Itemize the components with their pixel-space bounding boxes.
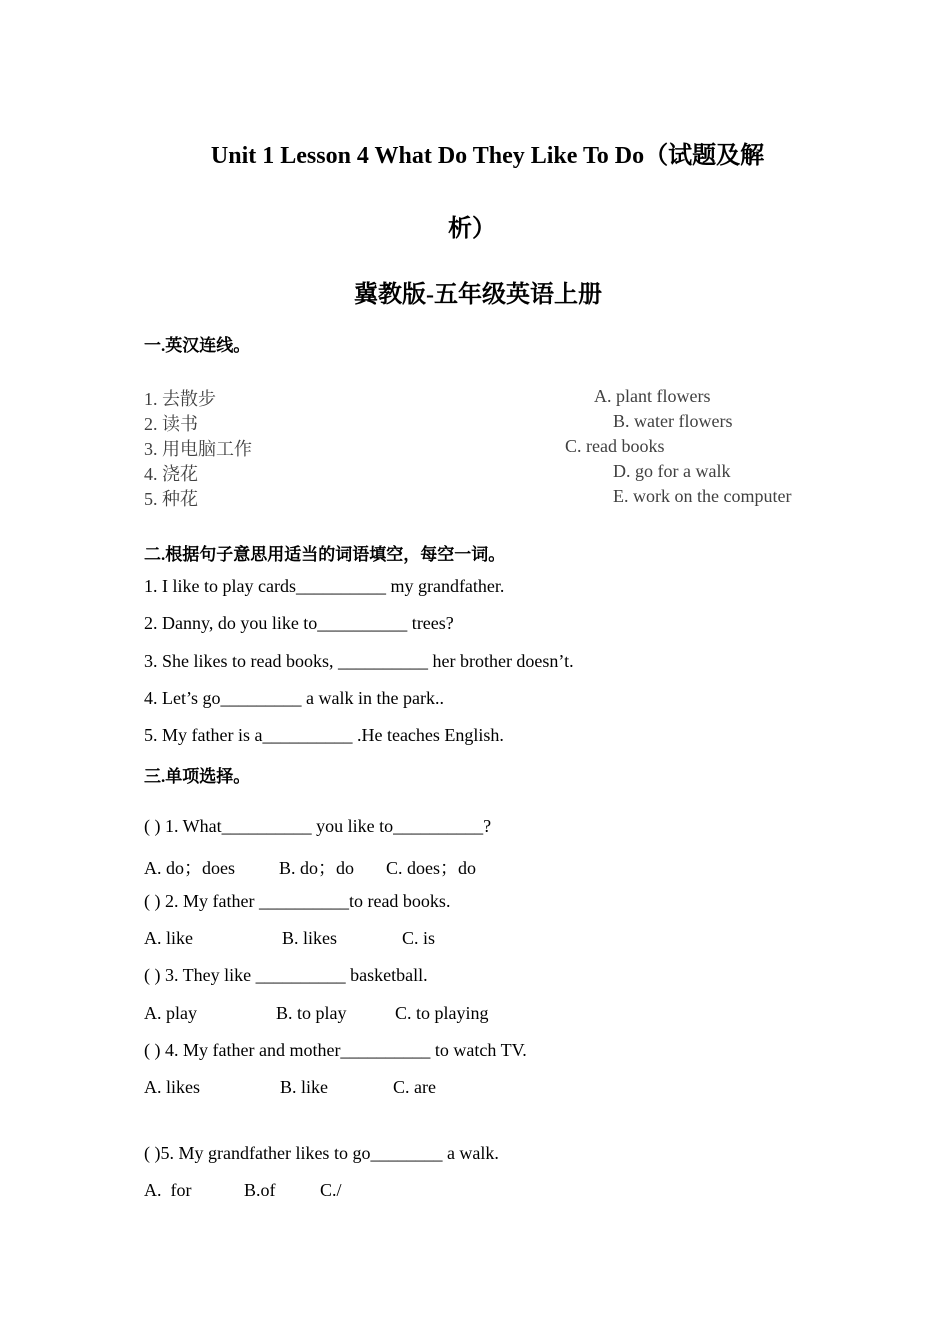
option: A. for — [144, 1180, 192, 1200]
page-title-line2: 析） — [448, 216, 496, 242]
fill-blank-item: 2. Danny, do you like to__________ trees? — [144, 613, 454, 633]
match-right-item: D. go for a walk — [613, 461, 731, 481]
match-right-item: C. read books — [565, 436, 665, 456]
section2-heading: 二.根据句子意思用适当的词语填空，每空一词。 — [144, 545, 506, 564]
match-left-item: 5. 种花 — [144, 489, 198, 509]
section1-heading: 一.英汉连线。 — [144, 336, 251, 355]
option: C. to playing — [395, 1003, 489, 1023]
match-right-item: A. plant flowers — [594, 386, 711, 406]
option: A. likes — [144, 1077, 200, 1097]
section3-heading: 三.单项选择。 — [144, 767, 251, 786]
option: B.of — [244, 1180, 276, 1200]
option: C. is — [402, 928, 436, 948]
match-left-item: 3. 用电脑工作 — [144, 439, 252, 459]
option: A. do；does — [144, 858, 235, 878]
question-stem: ( )5. My grandfather likes to go________ a walk. — [144, 1143, 499, 1163]
option: B. like — [280, 1077, 328, 1097]
match-left-item: 4. 浇花 — [144, 464, 198, 484]
option: C./ — [320, 1180, 342, 1200]
page-subtitle: 冀教版-五年级英语上册 — [354, 282, 602, 308]
fill-blank-item: 4. Let’s go_________ a walk in the park.. — [144, 688, 444, 708]
question-stem: ( ) 4. My father and mother__________ to watch TV. — [144, 1040, 527, 1060]
page-title-line1: Unit 1 Lesson 4 What Do They Like To Do（试题及解 — [210, 143, 765, 169]
question-stem: ( ) 3. They like __________ basketball. — [144, 965, 428, 985]
option: B. do；do — [279, 858, 355, 878]
option: A. like — [144, 928, 193, 948]
question-stem: ( ) 2. My father __________to read books. — [144, 891, 451, 911]
match-left-item: 2. 读书 — [144, 414, 198, 434]
option: C. does；do — [386, 858, 476, 878]
option: C. are — [393, 1077, 436, 1097]
fill-blank-item: 3. She likes to read books, __________ her brother doesn’t. — [144, 651, 574, 671]
match-right-item: B. water flowers — [613, 411, 733, 431]
match-right-item: E. work on the computer — [613, 486, 792, 506]
option: B. to play — [276, 1003, 347, 1023]
fill-blank-item: 5. My father is a__________ .He teaches English. — [144, 725, 504, 745]
question-stem: ( ) 1. What__________ you like to__________? — [144, 816, 492, 836]
match-left-item: 1. 去散步 — [144, 389, 216, 409]
option: B. likes — [282, 928, 338, 948]
option: A. play — [144, 1003, 197, 1023]
fill-blank-item: 1. I like to play cards__________ my grandfather. — [144, 576, 505, 596]
